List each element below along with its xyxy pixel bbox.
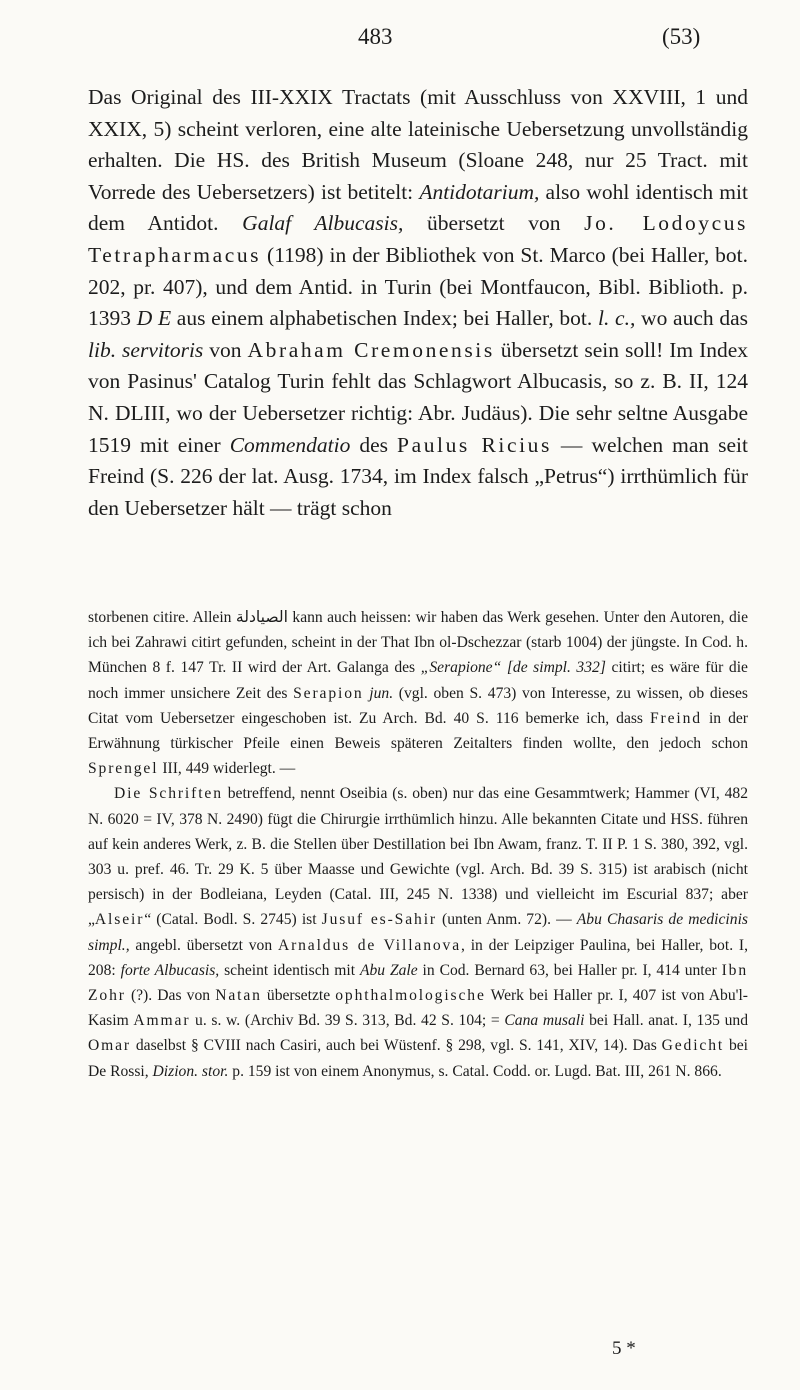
footnote-paragraph-2: Die Schriften betreffend, nennt Oseibia (s. oben) nur das eine Gesammtwerk; Hammer (VI, 482 N. 6020 = IV, 378 N. 2490) fügt die Chirurgie irrthümlich hinzu. Alle bekannten Citate und HSS. führen auf kein anderes Werk, z. B. die Stellen über Destillation bei Ibn Awam, franz. T. II P. 1 S. 380, 392, vgl. 303 u. pref. 46. Tr. 29 K. 5 über Maasse und Gewichte (vgl. Arch. Bd. 39 S. 315) ist arabisch (nicht persisch) in der Bodleiana, Leyden (Catal. III, 245 N. 1338) und vielleicht im Escurial 837; aber „Alseir“ (Catal. Bodl. S. 2745) ist Jusuf es-Sahir (unten Anm. 72). — Abu Chasaris de medicinis simpl., angebl. übersetzt von Arnaldus de Villanova, in der Leipziger Paulina, bei Haller, bot. I, 208: forte Albucasis, scheint identisch mit Abu Zale in Cod. Bernard 63, bei Haller pr. I, 414 unter Ibn Zohr (?). Das von Natan übersetzte ophthalmologische Werk bei Haller pr. I, 407 ist von Abu'l-Kasim Ammar u. s. w. (Archiv Bd. 39 S. 313, Bd. 42 S. 104; = Cana musali bei Hall. anat. I, 135 und Omar daselbst § CVIII nach Casiri, auch bei Wüstenf. § 298, vgl. S. 141, XIV, 14). Das Gedicht bei De Rossi, Dizion. stor. p. 159 ist von einem Anonymus, s. Catal. Codd. or. Lugd. Bat. III, 261 N. 866. [88,785,749,1080]
arabic-word: الصيادلة [235,608,288,626]
sheet-number: (53) [662,24,701,49]
footnotes [88,605,748,1084]
page-header [0,18,800,58]
main-text [88,82,748,524]
main-paragraph: Das Original des III-XXIX Tractats (mit Ausschluss von XXVIII, 1 und XXIX, 5) scheint verloren, eine alte lateinische Uebersetzung unvollständig erhalten. Die HS. des British Museum (Sloane 248, nur 25 Tract. mit Vorrede des Uebersetzers) ist betitelt: Antidotarium, also wohl identisch mit dem Antidot. Galaf Albucasis, übersetzt von Jo. Lodoycus Tetrapharmacus (1198) in der Bibliothek von St. Marco (bei Haller, bot. 202, pr. 407), und dem Antid. in Turin (bei Montfaucon, Bibl. Biblioth. p. 1393 D E aus einem alphabetischen Index; bei Haller, bot. l. c., wo auch das lib. servitoris von Abraham Cremonensis übersetzt sein soll! Im Index von Pasinus' Catalog Turin fehlt das Schlagwort Albucasis, so z. B. II, 124 N. DLIII, wo der Uebersetzer richtig: Abr. Judäus). Die sehr seltne Ausgabe 1519 mit einer Commendatio des Paulus Ricius — welchen man seit Freind (S. 226 der lat. Ausg. 1734, im Index falsch „Petrus“) irrthümlich für den Uebersetzer hält — trägt schon [88,85,749,520]
footnote-paragraph-1: storbenen citire. Allein الصيادلة kann auch heissen: wir haben das Werk gesehen. Unter den Autoren, die ich bei Zahrawi citirt gefunden, scheint in der That Ibn ol-Dschezzar (starb 1004) der jüngste. In Cod. h. München 8 f. 147 Tr. II wird der Art. Galanga des „Serapione“ [de simpl. 332] citirt; es wäre für die noch immer unsichere Zeit des Serapion jun. (vgl. oben S. 473) von Interesse, zu wissen, ob dieses Citat vom Uebersetzer eingeschoben ist. Zu Arch. Bd. 40 S. 116 bemerke ich, dass Freind in der Erwähnung türkischer Pfeile einen Beweis späteren Zeitalters finden wollte, den jedoch schon Sprengel III, 449 widerlegt. — [88,608,748,778]
signature-mark: 5 * [612,1338,636,1359]
page-number: 483 [358,24,393,49]
